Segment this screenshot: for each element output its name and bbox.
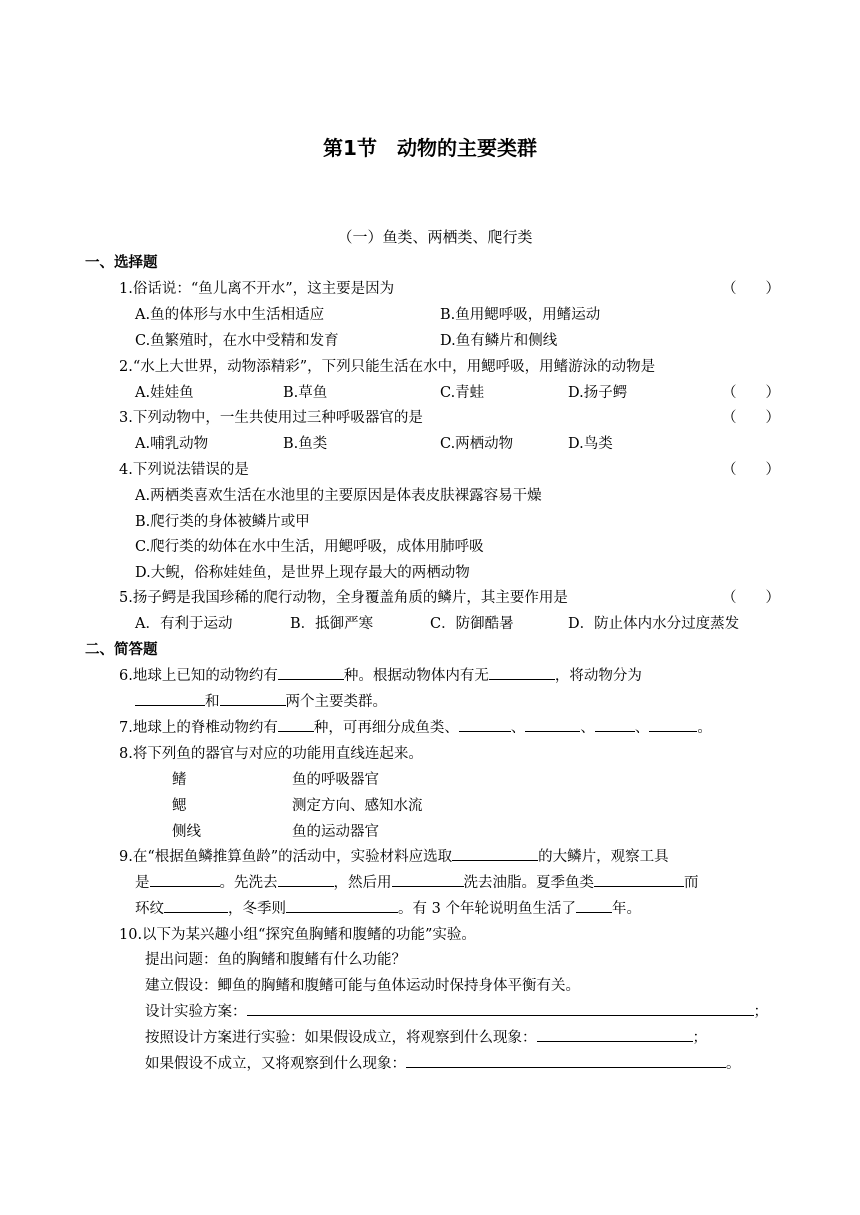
answer-blank[interactable] [247, 1001, 754, 1016]
answer-blank[interactable] [278, 717, 314, 732]
question-10-line-1: 提出问题：鱼的胸鳍和腹鳍有什么功能？ [145, 952, 406, 968]
page-title: 第1节 动物的主要类群 [323, 136, 537, 160]
question-1-stem: 1.俗话说：“鱼儿离不开水”，这主要是因为 [119, 281, 395, 297]
answer-blank[interactable] [489, 665, 555, 680]
question-4-stem: 4.下列说法错误的是 [119, 462, 249, 478]
answer-blank[interactable] [392, 872, 464, 887]
question-5-option-c: C．防御酷暑 [430, 616, 514, 632]
q7-text: 7.地球上的脊椎动物约有 [119, 720, 278, 736]
question-10-line-3 [145, 1000, 768, 1021]
q9-text: 。先洗去 [219, 875, 278, 891]
answer-blank[interactable] [278, 872, 334, 887]
answer-blank[interactable] [286, 898, 398, 913]
question-4-option-c: C.爬行类的幼体在水中生活，用鳃呼吸，成体用肺呼吸 [135, 539, 484, 555]
q6-text: 6.地球上已知的动物约有 [119, 668, 278, 684]
q10-text: 如果假设不成立，又将观察到什么现象： [145, 1056, 406, 1072]
answer-blank[interactable] [452, 846, 538, 861]
question-9-line-3 [135, 897, 641, 918]
q9-text: 环纹 [135, 901, 164, 917]
answer-paren: （ ） [722, 410, 780, 426]
answer-blank[interactable] [459, 717, 511, 732]
answer-paren: （ ） [722, 590, 780, 606]
question-2-option-a: A.娃娃鱼 [135, 385, 194, 401]
question-1-option-c: C.鱼繁殖时，在水中受精和发育 [135, 333, 339, 349]
question-6-line-2 [135, 690, 387, 711]
question-4-option-d: D.大鲵，俗称娃娃鱼，是世界上现存最大的两栖动物 [135, 565, 470, 581]
answer-blank[interactable] [595, 717, 635, 732]
answer-blank[interactable] [220, 691, 286, 706]
q9-text: 而 [684, 875, 699, 891]
q7-text: 种，可再细分成鱼类、 [313, 720, 459, 736]
answer-blank[interactable] [278, 665, 344, 680]
question-6-line-1 [119, 664, 642, 685]
answer-paren: （ ） [722, 385, 780, 401]
answer-blank[interactable] [525, 717, 580, 732]
question-5-option-b: B．抵御严寒 [290, 616, 374, 632]
q9-text: ，然后用 [333, 875, 392, 891]
answer-blank[interactable] [150, 872, 220, 887]
question-3-option-b: B.鱼类 [283, 436, 328, 452]
question-5-option-a: A．有利于运动 [135, 616, 233, 632]
q9-text: 的大鳞片，观察工具 [538, 849, 669, 865]
section-subtitle: （一）鱼类、两栖类、爬行类 [337, 228, 533, 246]
question-2-option-c: C.青蛙 [440, 385, 485, 401]
answer-blank[interactable] [406, 1053, 726, 1068]
question-3-stem: 3.下列动物中，一生共使用过三种呼吸器官的是 [119, 410, 423, 426]
q10-end: 。 [726, 1056, 741, 1072]
answer-blank[interactable] [135, 691, 205, 706]
question-8-stem: 8.将下列鱼的器官与对应的功能用直线连起来。 [119, 746, 423, 762]
q9-text: 洗去油脂。夏季鱼类 [463, 875, 594, 891]
question-3-option-a: A.哺乳动物 [135, 436, 209, 452]
question-2-option-b: B.草鱼 [283, 385, 328, 401]
question-10-line-5 [145, 1052, 741, 1073]
question-10-line-4 [145, 1026, 707, 1047]
answer-blank[interactable] [594, 872, 684, 887]
q6-text: ，将动物分为 [554, 668, 642, 684]
answer-paren: （ ） [722, 281, 780, 297]
organ-label: 鳍 [172, 772, 187, 788]
q10-text: 按照设计方案进行实验：如果假设成立，将观察到什么现象： [145, 1030, 537, 1046]
q9-text: 。有 3 个年轮说明鱼生活了 [398, 901, 576, 917]
question-3-option-c: C.两栖动物 [440, 436, 514, 452]
q9-text: 9.在“根据鱼鳞推算鱼龄”的活动中，实验材料应选取 [119, 849, 453, 865]
question-2-stem: 2.“水上大世界，动物添精彩”，下列只能生活在水中，用鳃呼吸，用鳍游泳的动物是 [119, 359, 656, 375]
q6-text: 种。根据动物体内有无 [343, 668, 489, 684]
question-1-option-a: A.鱼的体形与水中生活相适应 [135, 307, 325, 323]
q7-sep: 、 [510, 720, 526, 736]
q10-semi: ； [753, 1004, 768, 1020]
q7-sep: 、 [634, 720, 650, 736]
q9-text: ，冬季则 [228, 901, 286, 917]
question-3-option-d: D.鸟类 [568, 436, 613, 452]
question-10-line-2: 建立假设：鲫鱼的胸鳍和腹鳍可能与鱼体运动时保持身体平衡有关。 [145, 978, 580, 994]
q7-sep: 、 [580, 720, 595, 736]
function-label: 鱼的运动器官 [292, 824, 379, 840]
question-4-option-a: A.两栖类喜欢生活在水池里的主要原因是体表皮肤裸露容易干燥 [135, 488, 542, 504]
question-7 [119, 716, 712, 737]
answer-blank[interactable] [576, 898, 612, 913]
question-9-line-2 [135, 871, 699, 892]
section-heading-short-answer: 二、简答题 [85, 642, 158, 658]
question-2-option-d: D.扬子鳄 [568, 385, 628, 401]
answer-blank[interactable] [649, 717, 697, 732]
q7-end: 。 [697, 720, 712, 736]
answer-blank[interactable] [164, 898, 228, 913]
organ-label: 鳃 [172, 798, 187, 814]
question-9-line-1 [119, 845, 669, 866]
answer-paren: （ ） [722, 462, 780, 478]
question-5-stem: 5.扬子鳄是我国珍稀的爬行动物，全身覆盖角质的鳞片，其主要作用是 [119, 590, 568, 606]
q9-text: 是 [135, 875, 150, 891]
answer-blank[interactable] [537, 1027, 693, 1042]
function-label: 鱼的呼吸器官 [292, 772, 379, 788]
organ-label: 侧线 [172, 824, 201, 840]
question-1-option-d: D.鱼有鳞片和侧线 [440, 333, 558, 349]
question-4-option-b: B.爬行类的身体被鳞片或甲 [135, 514, 310, 530]
question-1-option-b: B.鱼用鳃呼吸，用鳍运动 [440, 307, 601, 323]
section-heading-choice: 一、选择题 [85, 255, 158, 271]
question-10-stem: 10.以下为某兴趣小组“探究鱼胸鳍和腹鳍的功能”实验。 [119, 927, 476, 943]
q9-text: 年。 [611, 901, 641, 917]
q10-semi: ； [692, 1030, 707, 1046]
q6-text: 两个主要类群。 [285, 694, 387, 710]
function-label: 测定方向、感知水流 [292, 798, 423, 814]
q6-text: 和 [205, 694, 220, 710]
q10-text: 设计实验方案： [145, 1004, 247, 1020]
question-5-option-d: D．防止体内水分过度蒸发 [568, 616, 740, 632]
